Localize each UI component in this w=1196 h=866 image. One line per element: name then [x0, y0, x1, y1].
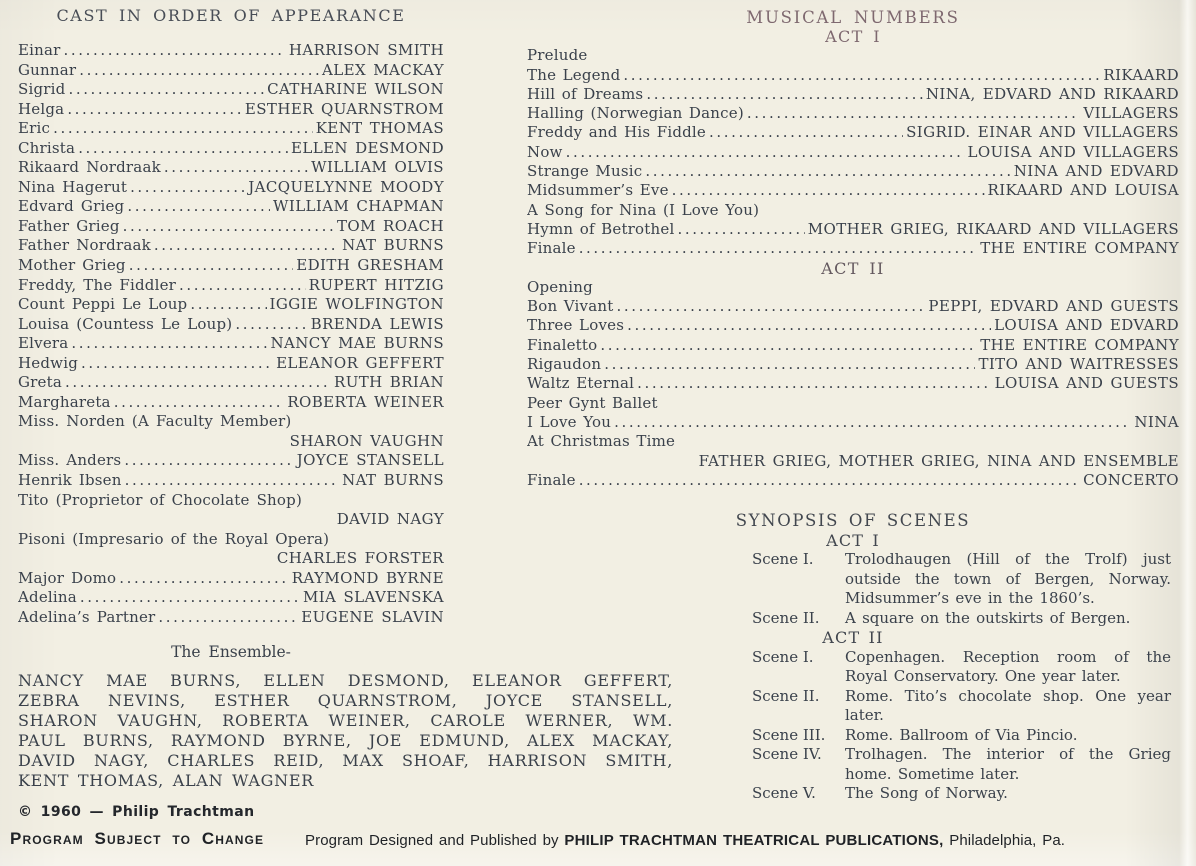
cast-actor: IGGIE WOLFINGTON [269, 295, 444, 314]
number-title: The Legend [527, 65, 621, 84]
dot-leader [125, 471, 340, 491]
cast-entry [18, 236, 444, 256]
dot-leader [677, 220, 804, 239]
cast-actor: JOYCE STANSELL [296, 451, 444, 470]
scene-row [527, 687, 1179, 726]
cast-entry-actor-line [18, 549, 444, 569]
scene-number: Scene III. [752, 725, 826, 744]
dot-leader [127, 197, 270, 217]
cast-entry [18, 41, 444, 61]
synopsis-act-label: ACT I [826, 530, 880, 550]
musical-number [527, 143, 1179, 162]
dot-leader [67, 100, 242, 120]
cast-role: Henrik Ibsen [18, 471, 122, 490]
cast-actor: RUPERT HITZIG [308, 275, 444, 294]
musical-number [527, 181, 1179, 200]
number-performers: LOUISA AND VILLAGERS [967, 142, 1179, 161]
cast-entry [18, 373, 444, 393]
cast-actor: CATHARINE WILSON [267, 80, 444, 99]
number-performers: MOTHER GRIEG, RIKAARD AND VILLAGERS [807, 219, 1179, 238]
ensemble-line: DAVID NAGY, CHARLES REID, MAX SHOAF, HARRISON SMITH, [18, 751, 673, 771]
dot-leader [119, 569, 289, 589]
cast-role: Miss. Anders [18, 451, 122, 470]
cast-entry [18, 530, 444, 550]
dot-leader [68, 80, 264, 100]
number-title: Strange Music [527, 162, 643, 181]
dot-leader [129, 256, 294, 276]
dot-leader [71, 334, 267, 354]
number-title: Opening [527, 277, 593, 296]
number-title: Hill of Dreams [527, 84, 644, 103]
musical-number [527, 336, 1179, 355]
musical-number [527, 162, 1179, 181]
dot-leader [124, 451, 293, 471]
number-title: Finale [527, 239, 576, 258]
ensemble-line: NANCY MAE BURNS, ELLEN DESMOND, ELEANOR GEFFERT, [18, 671, 673, 691]
cast-actor: SHARON VAUGHN [289, 431, 444, 450]
dot-leader [747, 104, 1081, 123]
cast-actor: BRENDA LEWIS [310, 314, 444, 333]
dot-leader [114, 393, 285, 413]
musical-number [527, 413, 1179, 432]
scene-description: Copenhagen. Reception room of the Royal Conservatory. One year later. [845, 647, 1171, 686]
copyright-line: © 1960 — Philip Trachtman [18, 804, 255, 820]
publisher-name: PHILIP TRACHTMAN THEATRICAL PUBLICATIONS, [564, 832, 944, 849]
cast-role: Edvard Grieg [18, 197, 125, 216]
musical-number [527, 297, 1179, 316]
cast-role: Rikaard Nordraak [18, 158, 161, 177]
dot-leader [579, 239, 978, 258]
scene-row [527, 745, 1179, 784]
cast-entry [18, 139, 444, 159]
cast-role: Christa [18, 138, 76, 157]
synopsis-title: SYNOPSIS OF SCENES [735, 511, 971, 531]
cast-actor: EDITH GRESHAM [296, 256, 444, 275]
cast-actor: ALEX MACKAY [322, 60, 444, 79]
dot-leader [130, 178, 245, 198]
ensemble-line: ZEBRA NEVINS, ESTHER QUARNSTROM, JOYCE STANSELL, [18, 691, 673, 711]
scene-description: Rome. Ballroom of Via Pincio. [845, 725, 1078, 744]
publisher-line [305, 832, 1065, 849]
cast-actor: EUGENE SLAVIN [301, 607, 444, 626]
cast-entry [18, 119, 444, 139]
cast-role: Father Grieg [18, 216, 120, 235]
cast-actor: CHARLES FORSTER [276, 549, 444, 568]
number-performers: NINA [1134, 412, 1179, 431]
cast-title: CAST IN ORDER OF APPEARANCE [56, 6, 406, 25]
cast-actor: ELLEN DESMOND [291, 138, 444, 157]
cast-entry [18, 276, 444, 296]
cast-actor: TOM ROACH [336, 216, 444, 235]
synopsis-list [527, 531, 1179, 804]
scene-row [527, 784, 1179, 804]
dot-leader [566, 143, 965, 162]
number-performers: LOUISA AND EDVARD [994, 316, 1179, 335]
dot-leader [616, 297, 925, 316]
cast-role: Mother Grieg [18, 256, 126, 275]
number-performers: NINA AND EDVARD [1013, 162, 1179, 181]
scene-description: The Song of Norway. [845, 784, 1008, 803]
scene-description: Trolhagen. The interior of the Grieg home. Sometime later. [845, 745, 1171, 783]
subject-to-change-notice: Program Subject to Change [10, 829, 265, 848]
musical-number [527, 239, 1179, 258]
number-title: A Song for Nina (I Love You) [527, 200, 760, 219]
publisher-suffix: Philadelphia, Pa. [943, 832, 1066, 849]
cast-actor: NAT BURNS [342, 471, 444, 490]
number-title: Three Loves [527, 316, 625, 335]
dot-leader [604, 355, 975, 374]
cast-role: Hedwig [18, 353, 78, 372]
musical-number [527, 471, 1179, 490]
musical-number [527, 374, 1179, 393]
number-performers: TITO AND WAITRESSES [978, 355, 1179, 374]
number-title: Now [527, 142, 563, 161]
cast-entry [18, 158, 444, 178]
dot-leader [646, 85, 923, 104]
cast-entry [18, 100, 444, 120]
dot-leader [79, 61, 319, 81]
cast-role: Father Nordraak [18, 236, 151, 255]
number-performers: LOUISA AND GUESTS [994, 374, 1179, 393]
scene-row [527, 550, 1179, 609]
cast-role: Pisoni (Impresario of the Royal Opera) [18, 529, 330, 548]
cast-actor: JACQUELYNNE MOODY [248, 177, 444, 196]
number-title: Peer Gynt Ballet [527, 393, 658, 412]
cast-actor: ROBERTA WEINER [287, 392, 444, 411]
cast-entry [18, 61, 444, 81]
musical-number [527, 85, 1179, 104]
cast-entry [18, 451, 444, 471]
cast-actor: RUTH BRIAN [334, 373, 444, 392]
dot-leader [123, 217, 334, 237]
number-performers: THE ENTIRE COMPANY [980, 239, 1179, 258]
musical-numbers-list [527, 27, 1179, 490]
cast-role: Einar [18, 41, 61, 59]
number-title: Freddy and His Fiddle [527, 123, 707, 142]
cast-role: Gunnar [18, 60, 77, 79]
number-performers: RIKAARD AND LOUISA [987, 181, 1179, 200]
musical-number [527, 201, 1179, 220]
scene-number: Scene IV. [752, 745, 822, 764]
cast-entry [18, 354, 444, 374]
cast-entry-actor-line [18, 432, 444, 452]
cast-role: Helga [18, 99, 65, 118]
dot-leader [614, 413, 1131, 432]
musical-number [527, 220, 1179, 239]
dot-leader [623, 66, 1100, 85]
musical-number-performers-line [527, 452, 1179, 471]
cast-role: Greta [18, 373, 63, 392]
scene-row [527, 726, 1179, 746]
cast-role: Sigrid [18, 80, 66, 99]
cast-actor: KENT THOMAS [315, 119, 444, 138]
cast-actor: WILLIAM CHAPMAN [273, 197, 444, 216]
cast-entry [18, 412, 444, 432]
cast-actor: HARRISON SMITH [288, 41, 444, 59]
cast-entry [18, 256, 444, 276]
scene-row [527, 648, 1179, 687]
cast-entry [18, 471, 444, 491]
cast-role: Marghareta [18, 392, 111, 411]
dot-leader [579, 471, 1080, 490]
dot-leader [154, 236, 339, 256]
cast-role: Major Domo [18, 568, 117, 587]
musical-number [527, 278, 1179, 297]
musical-number [527, 104, 1179, 123]
dot-leader [65, 373, 331, 393]
number-title: Bon Vivant [527, 297, 614, 316]
cast-role: Louisa (Countess Le Loup) [18, 314, 233, 333]
ensemble-line: SHARON VAUGHN, ROBERTA WEINER, CAROLE WERNER, WM. [18, 711, 673, 731]
scene-number: Scene I. [752, 647, 814, 666]
number-performers: NINA, EDVARD AND RIKAARD [925, 84, 1179, 103]
musical-number [527, 66, 1179, 85]
cast-entry [18, 608, 444, 628]
cast-entry [18, 491, 444, 511]
musical-number [527, 394, 1179, 413]
number-performers: CONCERTO [1083, 470, 1179, 489]
cast-role: Adelina’s Partner [18, 607, 156, 626]
cast-entry [18, 80, 444, 100]
number-title: At Christmas Time [527, 432, 676, 451]
number-title: Finale [527, 470, 576, 489]
cast-entry [18, 393, 444, 413]
dot-leader [190, 295, 266, 315]
cast-actor: RAYMOND BYRNE [291, 568, 444, 587]
cast-entry [18, 217, 444, 237]
cast-role: Nina Hagerut [18, 177, 128, 196]
musical-number [527, 355, 1179, 374]
dot-leader [600, 336, 977, 355]
dot-leader [78, 139, 288, 159]
number-title: Hymn of Betrothel [527, 219, 675, 238]
cast-entry [18, 295, 444, 315]
ensemble-title: The Ensemble- [171, 643, 291, 662]
dot-leader [709, 123, 903, 142]
act-label: ACT I [825, 27, 881, 46]
dot-leader [235, 315, 307, 335]
number-title: Waltz Eternal [527, 374, 635, 393]
cast-entry [18, 334, 444, 354]
number-title: Midsummer’s Eve [527, 181, 669, 200]
scene-number: Scene II. [752, 686, 820, 705]
cast-role: Tito (Proprietor of Chocolate Shop) [18, 490, 303, 509]
cast-actor: NANCY MAE BURNS [270, 334, 444, 353]
number-performers: PEPPI, EDVARD AND GUESTS [928, 297, 1179, 316]
number-title: Prelude [527, 46, 588, 65]
dot-leader [158, 608, 298, 628]
dot-leader [164, 158, 308, 178]
musical-number [527, 432, 1179, 451]
cast-role: Count Peppi Le Loup [18, 295, 188, 314]
number-title: Rigaudon [527, 355, 602, 374]
cast-role: Freddy, The Fiddler [18, 275, 177, 294]
cast-role: Adelina [18, 588, 77, 607]
synopsis-act-label: ACT II [822, 628, 884, 648]
cast-entry-actor-line [18, 510, 444, 530]
ensemble-line: PAUL BURNS, RAYMOND BYRNE, JOE EDMUND, ALEX MACKAY, [18, 731, 673, 751]
right-column [527, 8, 1179, 804]
dot-leader [645, 162, 1010, 181]
scene-number: Scene I. [752, 550, 814, 569]
act-label: ACT II [821, 258, 885, 278]
dot-leader [672, 181, 985, 200]
musical-number [527, 123, 1179, 142]
cast-role: Eric [18, 119, 51, 138]
number-title: Halling (Norwegian Dance) [527, 104, 744, 123]
number-performers: RIKAARD [1103, 65, 1179, 84]
scene-row [527, 609, 1179, 629]
number-performers: SIGRID. EINAR AND VILLAGERS [906, 123, 1179, 142]
ensemble-line: KENT THOMAS, ALAN WAGNER [18, 771, 314, 791]
scene-number: Scene II. [752, 608, 820, 627]
scene-description: Trolodhaugen (Hill of the Trolf) just outside the town of Bergen, Norway. Midsummer’s eve in the 1860’s. [845, 550, 1171, 608]
publisher-prefix: Program Designed and Published by [305, 832, 565, 849]
dot-leader [80, 588, 300, 608]
dot-leader [627, 316, 991, 335]
cast-actor: MIA SLAVENSKA [302, 588, 444, 607]
cast-entry [18, 197, 444, 217]
number-title: Finaletto [527, 335, 598, 354]
cast-entry [18, 569, 444, 589]
cast-actor: ESTHER QUARNSTROM [244, 99, 444, 118]
number-performers: THE ENTIRE COMPANY [980, 335, 1179, 354]
musical-numbers-title: MUSICAL NUMBERS [746, 8, 960, 27]
cast-entry [18, 178, 444, 198]
cast-entry [18, 315, 444, 335]
scene-number: Scene V. [752, 784, 816, 803]
cast-actor: DAVID NAGY [336, 510, 444, 529]
cast-list [18, 41, 444, 627]
number-title: I Love You [527, 412, 612, 431]
dot-leader [53, 119, 313, 139]
number-performers: FATHER GRIEG, MOTHER GRIEG, NINA AND ENSEMBLE [698, 451, 1179, 470]
cast-actor: ELEANOR GEFFERT [276, 353, 444, 372]
musical-number [527, 46, 1179, 65]
cast-role: Miss. Norden (A Faculty Member) [18, 412, 292, 431]
number-performers: VILLAGERS [1083, 104, 1179, 123]
scene-description: Rome. Tito’s chocolate shop. One year later. [845, 686, 1171, 725]
cast-actor: WILLIAM OLVIS [311, 158, 444, 177]
cast-actor: NAT BURNS [342, 236, 444, 255]
musical-number [527, 316, 1179, 335]
cast-role: Elvera [18, 334, 69, 353]
scene-description: A square on the outskirts of Bergen. [845, 608, 1131, 627]
dot-leader [637, 374, 992, 393]
dot-leader [179, 276, 306, 296]
dot-leader [81, 354, 273, 374]
cast-entry [18, 588, 444, 608]
dot-leader [64, 41, 286, 61]
